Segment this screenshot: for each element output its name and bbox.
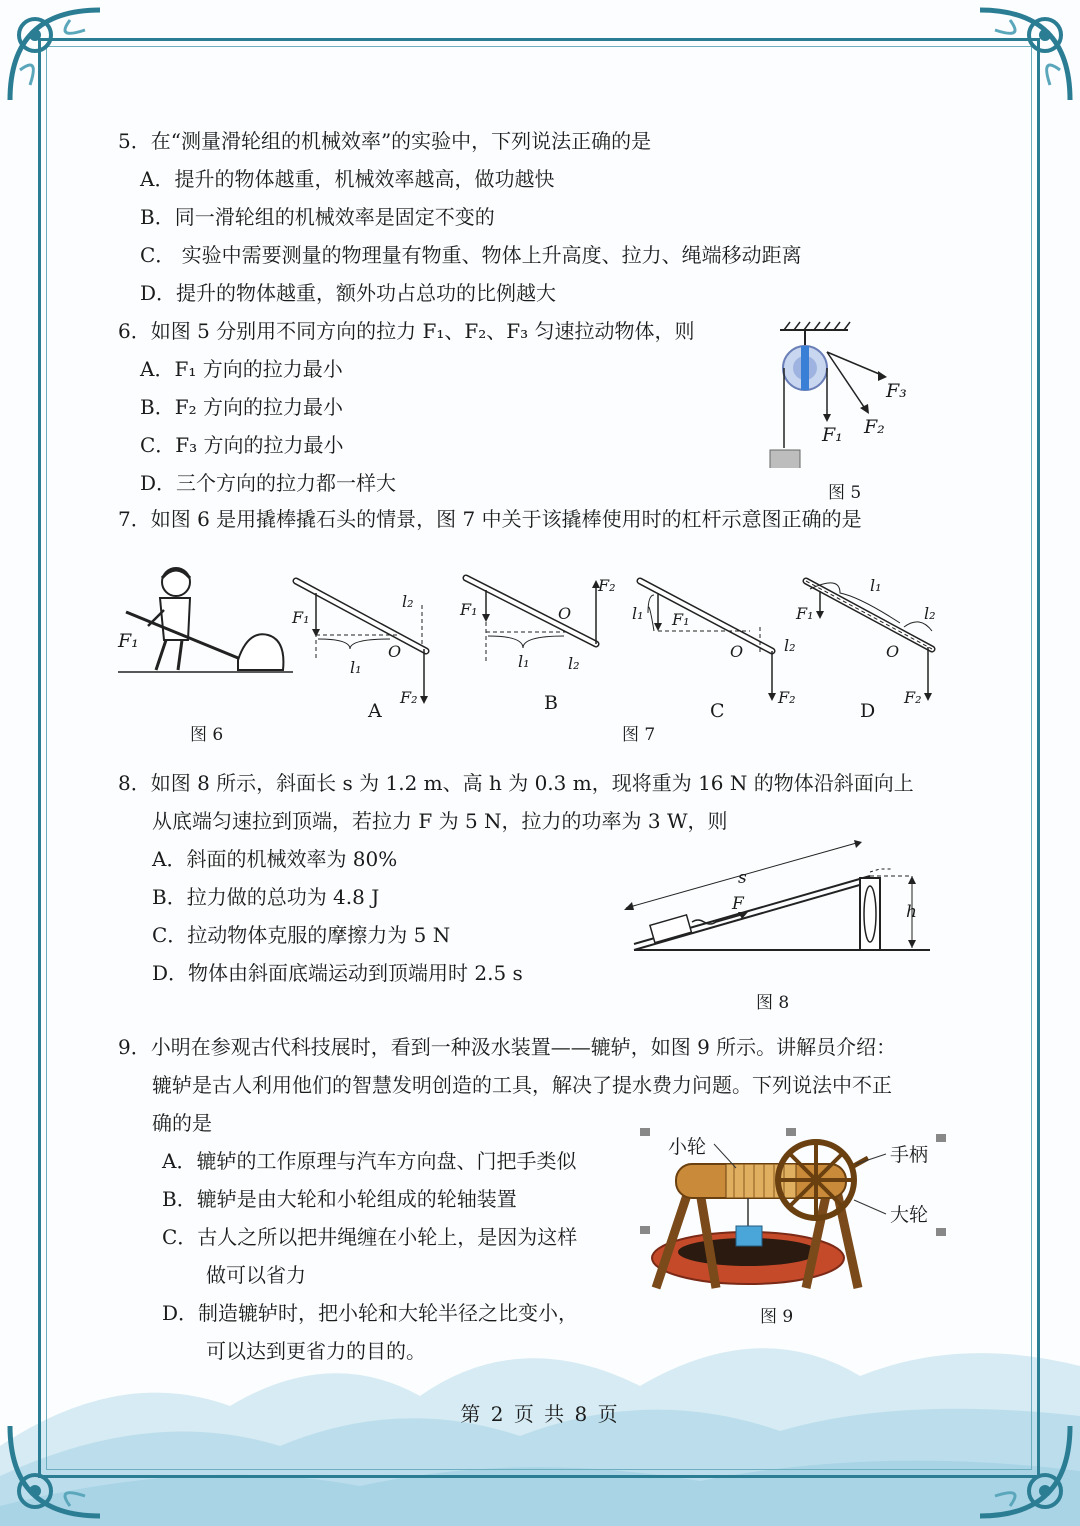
corner-ornament-icon — [0, 0, 110, 110]
panel-b-label: B — [544, 692, 558, 714]
fig8-label-s: s — [738, 868, 747, 888]
q9-option-c-line2: 做可以省力 — [206, 1263, 306, 1287]
q5-option-a: A．提升的物体越重，机械效率越高，做功越快 — [140, 167, 555, 191]
q6-option-b: B．F₂ 方向的拉力最小 — [140, 395, 343, 419]
fig5-label-f1: F₁ — [822, 424, 843, 446]
q6-option-d: D．三个方向的拉力都一样大 — [140, 471, 397, 495]
figure-7-panel-b — [458, 572, 603, 672]
q9-stem-line1: 9．小明在参观古代科技展时，看到一种汲水装置——辘轳，如图 9 所示。讲解员介绍： — [118, 1035, 897, 1059]
corner-ornament-icon — [970, 0, 1080, 110]
fig6-label-f1: F₁ — [118, 630, 139, 652]
q8-stem-line2: 从底端匀速拉到顶端，若拉力 F 为 5 N，拉力的功率为 3 W，则 — [152, 809, 728, 833]
q9-option-a: A．辘轳的工作原理与汽车方向盘、门把手类似 — [162, 1149, 577, 1173]
panel-d-o: O — [886, 642, 900, 661]
fig9-label-small-wheel: 小轮 — [668, 1136, 707, 1158]
panel-c-f1: F₁ — [672, 610, 690, 629]
fig7-caption: 图 7 — [622, 725, 656, 745]
q9-stem-line3: 确的是 — [152, 1111, 212, 1135]
fig6-caption: 图 6 — [190, 725, 224, 745]
panel-c-l2: l₂ — [784, 636, 796, 655]
q6-stem: 6．如图 5 分别用不同方向的拉力 F₁、F₂、F₃ 匀速拉动物体，则 — [118, 319, 695, 343]
q9-option-d-line1: D．制造辘轳时，把小轮和大轮半径之比变小， — [162, 1301, 579, 1325]
fig9-caption: 图 9 — [760, 1307, 794, 1327]
q9-option-d-line2: 可以达到更省力的目的。 — [206, 1339, 426, 1363]
q5-stem: 5．在“测量滑轮组的机械效率”的实验中，下列说法正确的是 — [118, 129, 652, 153]
panel-b-f2: F₂ — [598, 576, 616, 595]
q8-option-b: B．拉力做的总功为 4.8 J — [152, 885, 380, 909]
panel-c-f2: F₂ — [778, 688, 796, 707]
panel-a-l1: l₁ — [350, 658, 362, 677]
fig9-label-handle: 手柄 — [890, 1144, 929, 1166]
fig8-label-h: h — [906, 902, 917, 922]
fig5-caption: 图 5 — [828, 483, 862, 503]
panel-a-o: O — [388, 642, 402, 661]
panel-b-o: O — [558, 604, 572, 623]
figure-6-crowbar-person — [118, 560, 298, 680]
fig9-label-big-wheel: 大轮 — [890, 1204, 929, 1226]
panel-d-l2: l₂ — [924, 604, 936, 623]
panel-d-label: D — [860, 700, 876, 722]
fig8-caption: 图 8 — [756, 993, 790, 1013]
q8-option-d: D．物体由斜面底端运动到顶端用时 2.5 s — [152, 961, 523, 985]
q9-option-b: B．辘轳是由大轮和小轮组成的轮轴装置 — [162, 1187, 517, 1211]
panel-d-f2: F₂ — [904, 688, 922, 707]
corner-ornament-icon — [970, 1416, 1080, 1526]
q8-stem-line1: 8．如图 8 所示，斜面长 s 为 1.2 m、高 h 为 0.3 m，现将重为 16 N 的物体沿斜面向上 — [118, 771, 914, 795]
q8-option-a: A．斜面的机械效率为 80% — [152, 847, 398, 871]
page-number: 第 2 页 共 8 页 — [460, 1402, 620, 1426]
panel-a-l2: l₂ — [402, 592, 414, 611]
panel-b-l1: l₁ — [518, 652, 530, 671]
panel-b-l2: l₂ — [568, 654, 580, 673]
fig5-label-f2: F₂ — [864, 416, 885, 438]
q6-option-c: C．F₃ 方向的拉力最小 — [140, 433, 344, 457]
q5-option-c: C． 实验中需要测量的物理量有物重、物体上升高度、拉力、绳端移动距离 — [140, 243, 802, 267]
panel-c-l1: l₁ — [632, 604, 644, 623]
panel-a-f2: F₂ — [400, 688, 418, 707]
figure-8-incline — [620, 840, 940, 960]
panel-d-f1: F₁ — [796, 604, 814, 623]
q6-option-a: A．F₁ 方向的拉力最小 — [140, 357, 343, 381]
fig5-label-f3: F₃ — [886, 380, 907, 402]
panel-c-label: C — [710, 700, 725, 722]
fig8-label-f: F — [732, 894, 744, 914]
panel-b-f1: F₁ — [460, 600, 478, 619]
corner-ornament-icon — [0, 1416, 110, 1526]
q7-stem: 7．如图 6 是用撬棒撬石头的情景，图 7 中关于该撬棒使用时的杠杆示意图正确的是 — [118, 507, 862, 531]
q8-option-c: C．拉动物体克服的摩擦力为 5 N — [152, 923, 451, 947]
panel-c-o: O — [730, 642, 744, 661]
panel-a-label: A — [368, 700, 382, 722]
q5-option-d: D．提升的物体越重，额外功占总功的比例越大 — [140, 281, 557, 305]
q9-stem-line2: 辘轳是古人利用他们的智慧发明创造的工具，解决了提水费力问题。下列说法中不正 — [152, 1073, 892, 1097]
panel-a-f1: F₁ — [292, 608, 310, 627]
figure-7-panel-c — [630, 575, 780, 705]
q5-option-b: B．同一滑轮组的机械效率是固定不变的 — [140, 205, 495, 229]
q9-option-c-line1: C．古人之所以把井绳缠在小轮上，是因为这样 — [162, 1225, 578, 1249]
panel-d-l1: l₁ — [870, 576, 882, 595]
